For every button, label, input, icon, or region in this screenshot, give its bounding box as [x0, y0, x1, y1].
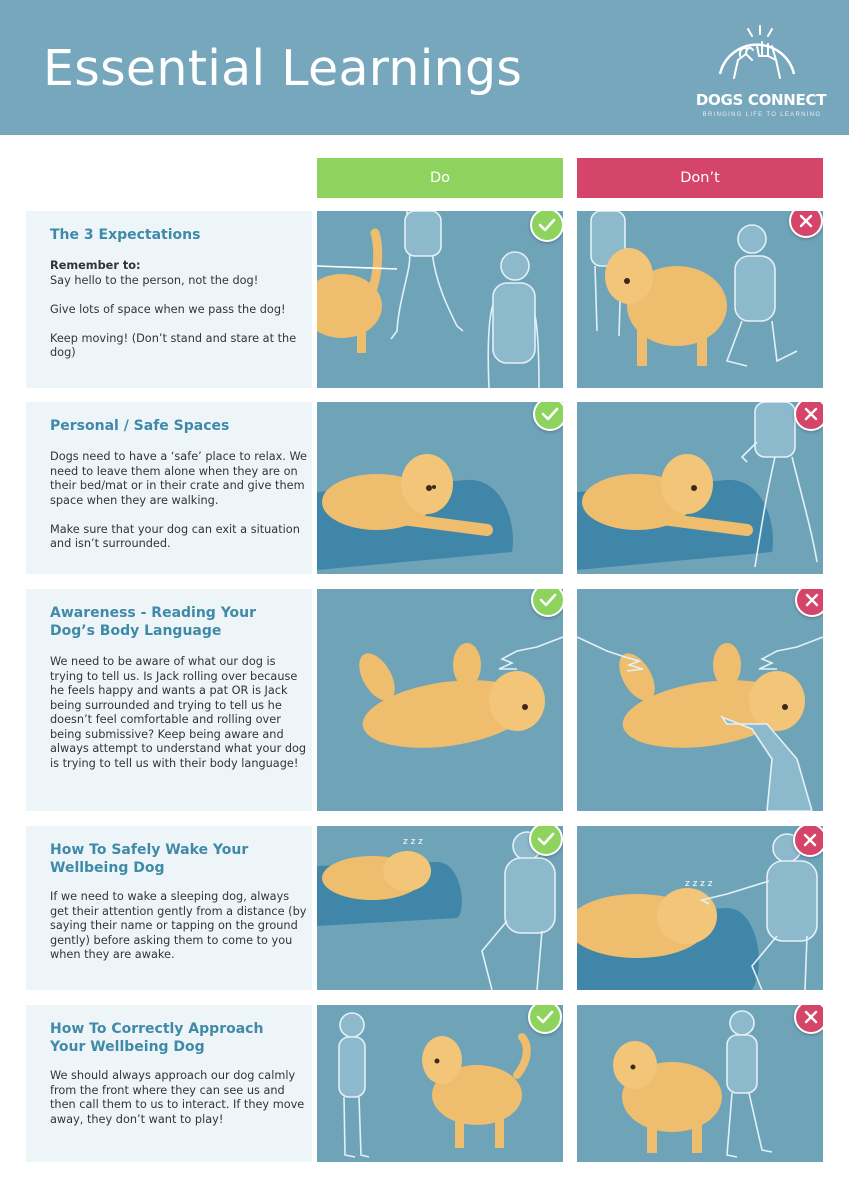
section-text: Make sure that your dog can exit a situation and isn’t surrounded.	[50, 522, 300, 550]
section-heading: Personal / Safe Spaces	[50, 418, 230, 434]
section-body	[50, 890, 308, 963]
dont-column-header: Don’t	[577, 158, 823, 198]
do-check-icon	[529, 826, 563, 856]
section-heading: How To Safely Wake Your Wellbeing Dog	[50, 842, 249, 876]
logo-name: DOGS CONNECT	[695, 91, 827, 109]
do-check-icon	[531, 589, 563, 617]
section-heading: How To Correctly Approach Your Wellbeing Dog	[50, 1021, 264, 1055]
section-body	[50, 655, 308, 771]
dont-cross-icon	[789, 211, 823, 238]
section-text: If we need to wake a sleeping dog, always get their attention gently from a distance (by saying their name or tapping on the ground gently) before asking them to come to you when they are awake.	[50, 890, 307, 961]
section-body	[50, 259, 308, 361]
section-body	[50, 1069, 308, 1127]
section-heading: The 3 Expectations	[50, 227, 201, 243]
section-body	[50, 450, 308, 552]
svg-text:z z z z: z z z z	[685, 879, 713, 889]
section-text: Dogs need to have a ‘safe’ place to relax. We need to leave them alone when they are on their bed/mat or in their crate and give them space when they are walking.	[50, 450, 307, 507]
dont-illustration	[577, 826, 823, 990]
svg-text:z z z: z z z	[403, 837, 423, 847]
dont-cross-icon	[794, 1005, 823, 1034]
do-illustration	[317, 402, 563, 574]
section-panel-approach-dog	[26, 1005, 312, 1162]
logo	[694, 16, 834, 126]
dont-illustration	[577, 402, 823, 574]
dont-cross-icon	[795, 589, 823, 617]
do-illustration	[317, 826, 563, 990]
do-illustration	[317, 211, 563, 388]
header-banner	[0, 0, 849, 135]
section-text: We should always approach our dog calmly from the front where they can see us and then call them to us to interact. If they move away, they don’t want to play!	[50, 1069, 305, 1126]
section-text: Give lots of space when we pass the dog!	[50, 302, 286, 316]
section-heading: Awareness - Reading Your Dog’s Body Language	[50, 605, 257, 639]
section-text: Keep moving! (Don’t stand and stare at the dog)	[50, 331, 297, 359]
do-column-header: Do	[317, 158, 563, 198]
do-check-icon	[533, 402, 563, 431]
dont-illustration	[577, 1005, 823, 1162]
dog-paw-high-five-icon	[712, 16, 802, 82]
do-check-icon	[528, 1005, 562, 1034]
section-panel-safe-spaces	[26, 402, 312, 574]
dont-illustration	[577, 211, 823, 388]
do-illustration	[317, 1005, 563, 1162]
do-illustration	[317, 589, 563, 811]
dont-cross-icon	[794, 402, 823, 431]
dont-illustration	[577, 589, 823, 811]
logo-tagline: BRINGING LIFE TO LEARNING	[702, 112, 822, 118]
section-panel-expectations	[26, 211, 312, 388]
section-panel-wake-dog	[26, 826, 312, 990]
page-title: Essential Learnings	[43, 40, 523, 97]
section-text: Say hello to the person, not the dog!	[50, 273, 259, 287]
do-check-icon	[530, 211, 563, 242]
section-text: We need to be aware of what our dog is trying to tell us. Is Jack rolling over because he feels happy and wants a pat OR is Jack being surrounded and trying to tell us he doesn’t feel comfortable and rolling over being submissive? Keep being aware and always attempt to understand what your dog is trying to tell us with their body language!	[50, 655, 307, 770]
section-panel-body-language	[26, 589, 312, 811]
dont-cross-icon	[793, 826, 823, 857]
section-lead: Remember to:	[50, 259, 141, 272]
